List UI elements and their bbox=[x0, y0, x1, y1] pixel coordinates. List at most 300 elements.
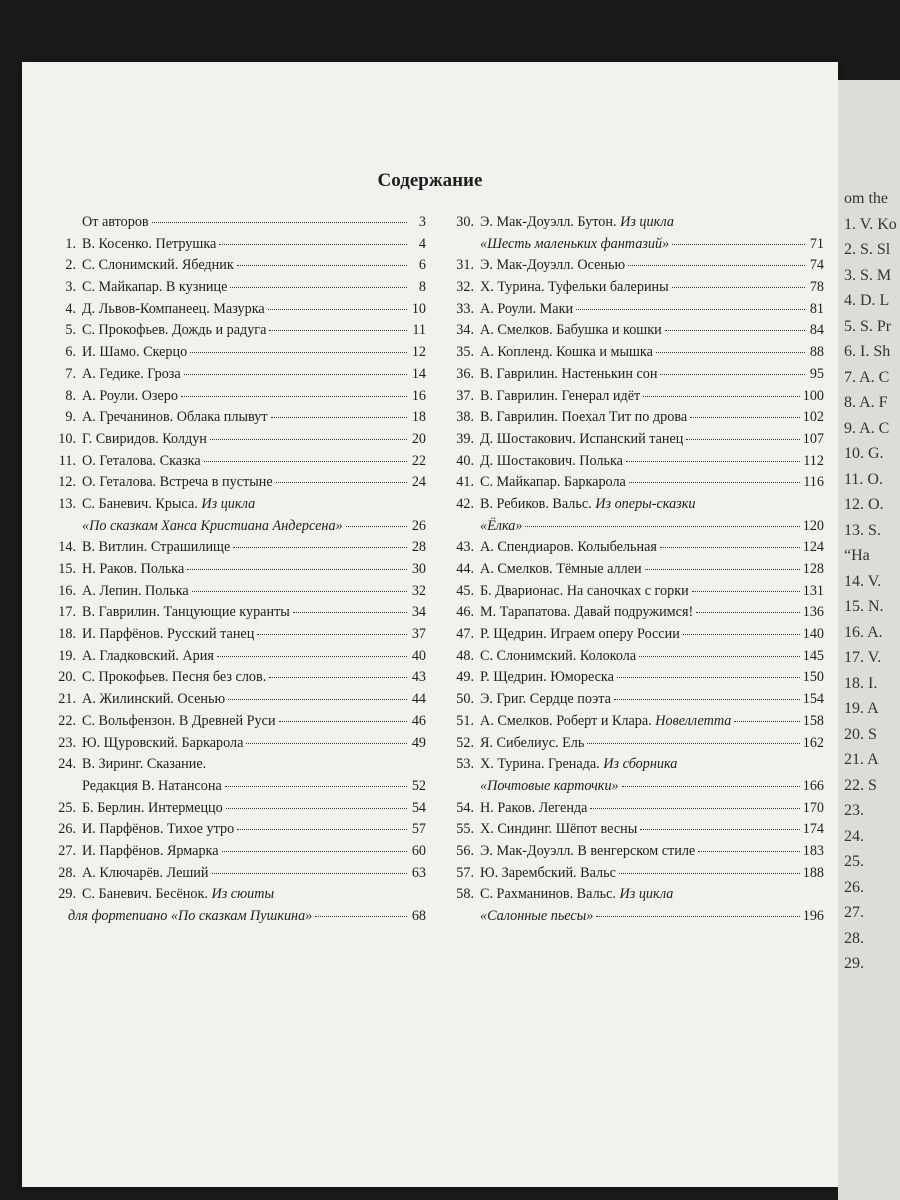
toc-dot-leader bbox=[293, 612, 407, 613]
toc-entry-title bbox=[480, 429, 683, 451]
toc-entry bbox=[54, 234, 426, 256]
toc-page-number: 112 bbox=[803, 452, 824, 469]
toc-dot-leader bbox=[660, 547, 800, 548]
toc-page-number: 28 bbox=[411, 539, 426, 556]
toc-entry bbox=[452, 776, 824, 798]
toc-entry-italic-text: «Почтовые карточки» bbox=[480, 777, 619, 794]
adjacent-page-edge bbox=[838, 80, 900, 1200]
toc-entry-title bbox=[480, 407, 687, 429]
toc-entry bbox=[54, 472, 426, 494]
toc-entry-title bbox=[82, 602, 290, 624]
toc-entry-italic-text: для фортепиано «По сказкам Пушкина» bbox=[68, 908, 313, 924]
toc-entry-title bbox=[480, 472, 626, 494]
toc-entry-title bbox=[480, 798, 587, 820]
toc-entry-title bbox=[480, 711, 731, 733]
toc-entry-number: 13. bbox=[58, 495, 76, 512]
toc-entry-italic-text: Из цикла bbox=[620, 214, 674, 230]
toc-entry-title bbox=[82, 624, 254, 646]
toc-entry bbox=[54, 798, 426, 820]
toc-dot-leader bbox=[225, 786, 407, 787]
toc-entry-title bbox=[82, 472, 273, 494]
toc-entry-italic-text: «По сказкам Ханса Кристиана Андерсена» bbox=[82, 517, 343, 534]
toc-entry-title bbox=[480, 841, 695, 863]
toc-entry-title bbox=[480, 819, 637, 841]
toc-dot-leader bbox=[643, 396, 800, 397]
toc-entry-title-text: Х. Турина. Гренада. bbox=[480, 756, 600, 773]
toc-entry-title bbox=[480, 667, 614, 689]
toc-dot-leader bbox=[184, 374, 407, 375]
toc-entry-title bbox=[480, 863, 616, 885]
toc-entry-title bbox=[480, 754, 677, 776]
toc-page-number: 120 bbox=[802, 517, 824, 534]
toc-entry bbox=[54, 537, 426, 559]
toc-entry-title-text: Ю. Щуровский. Баркарола bbox=[82, 734, 244, 751]
toc-entry-title-text: С. Вольфензон. В Древней Руси bbox=[82, 712, 276, 729]
toc-entry bbox=[452, 212, 824, 234]
toc-dot-leader bbox=[246, 743, 407, 744]
toc-entry bbox=[452, 451, 824, 473]
toc-page-number: 37 bbox=[411, 626, 426, 643]
toc-entry-title bbox=[82, 776, 222, 798]
toc-page-number: 88 bbox=[809, 344, 824, 361]
toc-entry-title bbox=[82, 386, 178, 408]
toc-dot-leader bbox=[204, 461, 407, 462]
toc-entry-title-text: В. Косенко. Петрушка bbox=[82, 235, 217, 252]
toc-dot-leader bbox=[233, 547, 407, 548]
toc-entry-title-text: И. Парфёнов. Русский танец bbox=[82, 626, 255, 643]
toc-dot-leader bbox=[690, 417, 800, 418]
toc-entry bbox=[452, 624, 824, 646]
toc-page-number: 10 bbox=[411, 300, 426, 317]
toc-entry-title bbox=[82, 754, 206, 776]
toc-entry-number: 32. bbox=[456, 279, 474, 296]
toc-entry-number: 53. bbox=[456, 756, 474, 773]
toc-entry-number: 45. bbox=[456, 582, 474, 599]
toc-entry-title-text: И. Парфёнов. Ярмарка bbox=[82, 842, 219, 859]
toc-entry-title bbox=[480, 624, 680, 646]
toc-entry-italic-text: «Шесть маленьких фантазий» bbox=[480, 235, 670, 252]
toc-entry-title-text: В. Ребиков. Вальс. bbox=[480, 495, 592, 512]
toc-entry-title-text: В. Гаврилин. Поехал Тит по дрова bbox=[480, 409, 688, 426]
toc-entry-title-text: Г. Свиридов. Колдун bbox=[82, 430, 207, 447]
toc-dot-leader bbox=[187, 569, 407, 570]
toc-page-number: 32 bbox=[411, 582, 426, 599]
toc-dot-leader bbox=[269, 330, 407, 331]
toc-entry bbox=[54, 342, 426, 364]
toc-page-number: 107 bbox=[802, 430, 824, 447]
toc-entry bbox=[452, 342, 824, 364]
toc-entry-number: 58. bbox=[456, 886, 474, 903]
adjacent-page-fragment: 5. S. Pr bbox=[844, 317, 892, 335]
toc-entry bbox=[54, 451, 426, 473]
toc-entry-title-text: Д. Шостакович. Полька bbox=[480, 452, 623, 469]
toc-entry-number: 19. bbox=[58, 647, 76, 664]
toc-entry-number: 18. bbox=[58, 626, 76, 643]
toc-dot-leader bbox=[257, 634, 407, 635]
toc-entry bbox=[54, 320, 426, 342]
toc-entry-title-text: А. Роули. Маки bbox=[480, 300, 574, 317]
toc-dot-leader bbox=[212, 873, 408, 874]
toc-dot-leader bbox=[686, 439, 799, 440]
toc-dot-leader bbox=[315, 916, 407, 917]
toc-entry-italic-text: «Ёлка» bbox=[480, 517, 523, 534]
toc-entry-title bbox=[480, 364, 657, 386]
toc-entry-number: 14. bbox=[58, 539, 76, 556]
toc-entry bbox=[54, 667, 426, 689]
toc-page-number: 49 bbox=[411, 734, 426, 751]
toc-entry-title-text: Б. Берлин. Интермеццо bbox=[82, 799, 223, 816]
toc-entry-title-text: М. Тарапатова. Давай подружимся! bbox=[480, 604, 694, 621]
toc-entry-title bbox=[480, 646, 636, 668]
toc-entry bbox=[54, 602, 426, 624]
toc-page-number: 8 bbox=[418, 279, 426, 296]
toc-dot-leader bbox=[279, 721, 407, 722]
toc-entry-title-text: Редакция В. Натансона bbox=[82, 777, 222, 794]
toc-entry bbox=[54, 364, 426, 386]
toc-entry-number: 49. bbox=[456, 669, 474, 686]
toc-entry-title bbox=[480, 906, 593, 928]
toc-entry-number: 43. bbox=[456, 539, 474, 556]
toc-entry-number: 22. bbox=[58, 712, 76, 729]
adjacent-page-fragment: 13. S. bbox=[844, 521, 881, 539]
adjacent-page-fragment: 24. bbox=[844, 827, 864, 845]
toc-entry-title-text: А. Смелков. Роберт и Клара. bbox=[480, 712, 652, 729]
toc-entry-title bbox=[82, 320, 266, 342]
toc-entry bbox=[452, 711, 824, 733]
toc-entry-title bbox=[480, 776, 619, 798]
toc-entry-title bbox=[82, 884, 274, 906]
toc-entry bbox=[452, 841, 824, 863]
toc-left-column bbox=[54, 212, 426, 928]
toc-entry-italic-text: Новеллетта bbox=[655, 712, 732, 729]
toc-page-number: 162 bbox=[802, 734, 824, 751]
adjacent-page-fragment: 25. bbox=[844, 853, 864, 870]
toc-dot-leader bbox=[639, 656, 800, 657]
toc-page-number: 145 bbox=[802, 647, 824, 664]
toc-entry-title-text: Р. Щедрин. Играем оперу России bbox=[480, 626, 680, 643]
toc-entry-title bbox=[82, 841, 219, 863]
toc-page-number: 166 bbox=[802, 777, 824, 794]
toc-entry bbox=[452, 798, 824, 820]
toc-entry-title-text: И. Шамо. Скерцо bbox=[82, 344, 188, 361]
toc-page-number: 158 bbox=[802, 712, 824, 729]
toc-page-number: 57 bbox=[411, 821, 426, 838]
toc-entry-title-text: Н. Раков. Полька bbox=[82, 561, 185, 577]
toc-entry-number: 10. bbox=[58, 430, 76, 447]
toc-entry-title-text: А. Лепин. Полька bbox=[82, 582, 189, 599]
toc-entry-number: 34. bbox=[456, 322, 474, 339]
toc-dot-leader bbox=[271, 417, 407, 418]
toc-entry-title bbox=[82, 667, 266, 689]
toc-entry-number: 51. bbox=[456, 712, 474, 729]
toc-entry-title bbox=[480, 342, 653, 364]
toc-page-number: 174 bbox=[802, 821, 824, 838]
toc-entry-title-text: Э. Мак-Доуэлл. Осенью bbox=[480, 257, 626, 274]
toc-entry-title-text: Ю. Зарембский. Вальс bbox=[480, 864, 616, 881]
toc-dot-leader bbox=[268, 309, 407, 310]
toc-entry bbox=[452, 819, 824, 841]
toc-entry-title-text: Я. Сибелиус. Ель bbox=[480, 734, 585, 751]
adjacent-page-fragment: 19. A bbox=[844, 700, 879, 717]
toc-entry-number: 25. bbox=[58, 799, 76, 816]
toc-entry bbox=[54, 624, 426, 646]
toc-page-number: 60 bbox=[411, 842, 426, 859]
toc-entry bbox=[54, 581, 426, 603]
toc-dot-leader bbox=[645, 569, 800, 570]
toc-entry bbox=[54, 559, 426, 581]
toc-dot-leader bbox=[222, 851, 407, 852]
toc-entry bbox=[452, 299, 824, 321]
toc-entry-number: 6. bbox=[65, 344, 76, 361]
toc-entry bbox=[452, 733, 824, 755]
toc-entry-title-text: В. Зиринг. Сказание. bbox=[82, 756, 207, 773]
toc-dot-leader bbox=[672, 287, 805, 288]
toc-dot-leader bbox=[269, 677, 407, 678]
toc-page-number: 78 bbox=[809, 279, 824, 296]
adjacent-page-fragment: 18. I. bbox=[844, 674, 878, 692]
toc-entry-title-text: Д. Шостакович. Испанский танец bbox=[480, 430, 684, 447]
toc-dot-leader bbox=[230, 287, 407, 288]
toc-entry-title-text: Э. Мак-Доуэлл. В венгерском стиле bbox=[480, 842, 696, 859]
toc-entry-title bbox=[82, 516, 343, 538]
toc-entry-title-text: Х. Синдинг. Шёпот весны bbox=[480, 821, 638, 838]
adjacent-page-fragment: 26. bbox=[844, 878, 864, 896]
toc-entry-title bbox=[82, 559, 184, 581]
adjacent-page-fragment: “Ha bbox=[844, 547, 870, 564]
toc-entry-number: 31. bbox=[456, 257, 474, 274]
toc-entry bbox=[452, 407, 824, 429]
toc-entry-title bbox=[82, 451, 201, 473]
toc-entry-title-text: С. Майкапар. В кузнице bbox=[82, 279, 228, 296]
toc-dot-leader bbox=[614, 699, 800, 700]
toc-entry-title bbox=[480, 451, 623, 473]
book-page bbox=[22, 62, 838, 1187]
toc-entry-number: 30. bbox=[456, 214, 474, 230]
toc-dot-leader bbox=[640, 829, 799, 830]
toc-page-number: 95 bbox=[809, 365, 824, 382]
toc-entry-title bbox=[480, 386, 640, 408]
toc-dot-leader bbox=[660, 374, 805, 375]
toc-page-number: 116 bbox=[803, 474, 824, 491]
toc-entry bbox=[54, 516, 426, 538]
toc-entry-number: 8. bbox=[65, 387, 76, 404]
adjacent-page-fragment: 23. bbox=[844, 802, 864, 819]
toc-page-number: 183 bbox=[802, 842, 824, 859]
toc-page-number: 52 bbox=[411, 777, 426, 794]
toc-entry-number: 16. bbox=[58, 582, 76, 599]
toc-entry-title bbox=[480, 494, 695, 516]
toc-entry-title-text: А. Гладковский. Ария bbox=[82, 647, 214, 664]
adjacent-page-fragment: om the bbox=[844, 190, 888, 207]
toc-entry-title bbox=[82, 364, 181, 386]
adjacent-page-fragment: 2. S. Sl bbox=[844, 241, 891, 258]
toc-entry-title-text: Б. Дварионас. На саночках с горки bbox=[480, 582, 689, 599]
toc-dot-leader bbox=[346, 526, 407, 527]
toc-entry-number: 33. bbox=[456, 300, 474, 317]
toc-dot-leader bbox=[210, 439, 407, 440]
toc-entry-title-text: С. Прокофьев. Песня без слов. bbox=[82, 669, 267, 686]
toc-page-number: 22 bbox=[411, 452, 426, 469]
toc-page-number: 18 bbox=[411, 409, 426, 426]
toc-entry-number: 17. bbox=[58, 604, 76, 621]
toc-page-number: 154 bbox=[802, 691, 824, 708]
toc-entry-title bbox=[82, 407, 268, 429]
toc-dot-leader bbox=[698, 851, 799, 852]
toc-entry bbox=[54, 407, 426, 429]
toc-entry-number: 27. bbox=[58, 842, 76, 859]
toc-dot-leader bbox=[237, 829, 407, 830]
toc-entry-italic-text: Из сюиты bbox=[211, 886, 275, 903]
toc-entry bbox=[452, 494, 824, 516]
toc-entry-number: 3. bbox=[65, 279, 76, 296]
toc-dot-leader bbox=[628, 265, 805, 266]
adjacent-page-fragment: 20. S bbox=[844, 725, 877, 743]
adjacent-page-fragment: 17. V. bbox=[844, 649, 882, 666]
toc-entry bbox=[452, 689, 824, 711]
toc-entry-number: 29. bbox=[58, 886, 76, 903]
adjacent-page-fragment: 4. D. L bbox=[844, 292, 890, 309]
toc-page-number: 3 bbox=[418, 214, 426, 230]
toc-entry-title-text: Э. Григ. Сердце поэта bbox=[480, 691, 611, 708]
adjacent-page-fragment: 11. O. bbox=[844, 470, 883, 488]
adjacent-page-fragment: 10. G. bbox=[844, 445, 884, 462]
toc-entry bbox=[452, 906, 824, 928]
toc-page-number: 68 bbox=[411, 908, 426, 924]
toc-entry-title bbox=[480, 320, 662, 342]
toc-page-number: 140 bbox=[802, 626, 824, 643]
toc-entry bbox=[452, 863, 824, 885]
toc-entry-number: 47. bbox=[456, 626, 474, 643]
toc-entry-number: 5. bbox=[65, 322, 76, 339]
toc-entry-number: 28. bbox=[58, 864, 76, 881]
toc-entry bbox=[54, 776, 426, 798]
toc-entry bbox=[54, 711, 426, 733]
toc-entry-number: 48. bbox=[456, 647, 474, 664]
toc-entry-title bbox=[480, 277, 669, 299]
toc-entry bbox=[452, 667, 824, 689]
toc-dot-leader bbox=[672, 244, 805, 245]
toc-dot-leader bbox=[692, 591, 800, 592]
toc-entry bbox=[54, 299, 426, 321]
toc-dot-leader bbox=[276, 482, 407, 483]
toc-entry-title bbox=[82, 342, 187, 364]
toc-entry-title bbox=[480, 212, 674, 234]
toc-entry-number: 35. bbox=[456, 344, 474, 361]
toc-dot-leader bbox=[576, 309, 805, 310]
toc-entry-number: 55. bbox=[456, 821, 474, 838]
adjacent-page-fragment: 9. A. C bbox=[844, 419, 890, 437]
toc-entry-italic-text: Из цикла bbox=[201, 495, 256, 512]
toc-entry-title bbox=[82, 234, 216, 256]
adjacent-page-fragment: 8. A. F bbox=[844, 394, 888, 411]
toc-entry bbox=[452, 537, 824, 559]
toc-page-number: 16 bbox=[411, 387, 426, 404]
toc-dot-leader bbox=[619, 873, 800, 874]
toc-entry-number: 41. bbox=[456, 474, 474, 491]
toc-page-number: 46 bbox=[411, 712, 426, 729]
toc-entry-number: 57. bbox=[456, 864, 474, 881]
toc-entry-number: 37. bbox=[456, 387, 474, 404]
toc-entry-title-text: А. Гречанинов. Облака плывут bbox=[82, 409, 268, 426]
toc-entry-title bbox=[82, 711, 276, 733]
toc-entry bbox=[54, 689, 426, 711]
toc-entry bbox=[452, 754, 824, 776]
toc-entry bbox=[452, 234, 824, 256]
toc-entry-number: 4. bbox=[65, 300, 76, 317]
toc-entry-title-text: А. Копленд. Кошка и мышка bbox=[480, 344, 653, 361]
toc-entry-number: 39. bbox=[456, 430, 474, 447]
adjacent-page-fragment: 22. S bbox=[844, 776, 877, 794]
toc-entry-title bbox=[82, 798, 223, 820]
toc-entry-number: 23. bbox=[58, 734, 76, 751]
toc-entry-number: 38. bbox=[456, 409, 474, 426]
toc-dot-leader bbox=[665, 330, 805, 331]
toc-entry-title bbox=[480, 884, 673, 906]
toc-dot-leader bbox=[590, 808, 799, 809]
toc-entry-title bbox=[82, 537, 230, 559]
toc-entry-title-text: А. Смелков. Бабушка и кошки bbox=[480, 322, 662, 339]
toc-entry-title bbox=[480, 602, 693, 624]
toc-entry-number: 12. bbox=[58, 474, 76, 491]
toc-entry bbox=[452, 386, 824, 408]
toc-entry-title-text: И. Парфёнов. Тихое утро bbox=[82, 821, 235, 838]
toc-entry-number: 54. bbox=[456, 799, 474, 816]
toc-entry-title bbox=[480, 516, 522, 538]
toc-dot-leader bbox=[596, 916, 799, 917]
toc-entry-number: 7. bbox=[65, 365, 76, 382]
toc-entry-italic-text: «Салонные пьесы» bbox=[480, 908, 594, 924]
toc-entry-number: 11. bbox=[58, 452, 76, 469]
toc-entry-title-text: А. Ключарёв. Леший bbox=[82, 864, 209, 881]
adjacent-page-fragment: 12. O. bbox=[844, 496, 884, 513]
toc-dot-leader bbox=[219, 244, 407, 245]
toc-page-number: 54 bbox=[411, 799, 426, 816]
toc-entry-number: 56. bbox=[456, 842, 474, 859]
toc-entry bbox=[452, 364, 824, 386]
toc-page-number: 11 bbox=[412, 322, 426, 339]
toc-entry bbox=[452, 581, 824, 603]
page-title: Содержание bbox=[377, 170, 483, 191]
toc-right-column bbox=[452, 212, 824, 928]
toc-entry bbox=[452, 516, 824, 538]
toc-entry bbox=[452, 472, 824, 494]
toc-entry-title bbox=[82, 494, 255, 516]
toc-entry-title bbox=[82, 212, 149, 234]
toc-page-number: 40 bbox=[411, 647, 426, 664]
toc-entry-number: 46. bbox=[456, 604, 474, 621]
toc-entry-title-text: Д. Львов-Компанеец. Мазурка bbox=[82, 300, 265, 317]
toc-page-number: 20 bbox=[411, 430, 426, 447]
toc-entry-italic-text: Из цикла bbox=[619, 886, 674, 903]
adjacent-page-fragment: 16. A. bbox=[844, 623, 883, 641]
toc-dot-leader bbox=[237, 265, 407, 266]
toc-entry-title-text: В. Витлин. Страшилище bbox=[82, 539, 231, 556]
toc-entry-title bbox=[82, 299, 265, 321]
toc-entry bbox=[54, 646, 426, 668]
toc-page-number: 4 bbox=[418, 235, 426, 252]
toc-page-number: 102 bbox=[802, 409, 824, 426]
toc-entry-number: 52. bbox=[456, 734, 474, 751]
toc-entry-title bbox=[480, 234, 669, 256]
adjacent-page-fragment: 29. bbox=[844, 955, 864, 972]
toc-entry-italic-text: Из оперы-сказки bbox=[595, 495, 696, 512]
toc-dot-leader bbox=[228, 699, 407, 700]
toc-page-number: 34 bbox=[411, 604, 426, 621]
adjacent-page-fragment: 6. I. Sh bbox=[844, 343, 891, 360]
toc-page-number: 43 bbox=[411, 669, 426, 686]
toc-entry-title bbox=[82, 429, 207, 451]
toc-entry-number: 44. bbox=[456, 561, 474, 577]
